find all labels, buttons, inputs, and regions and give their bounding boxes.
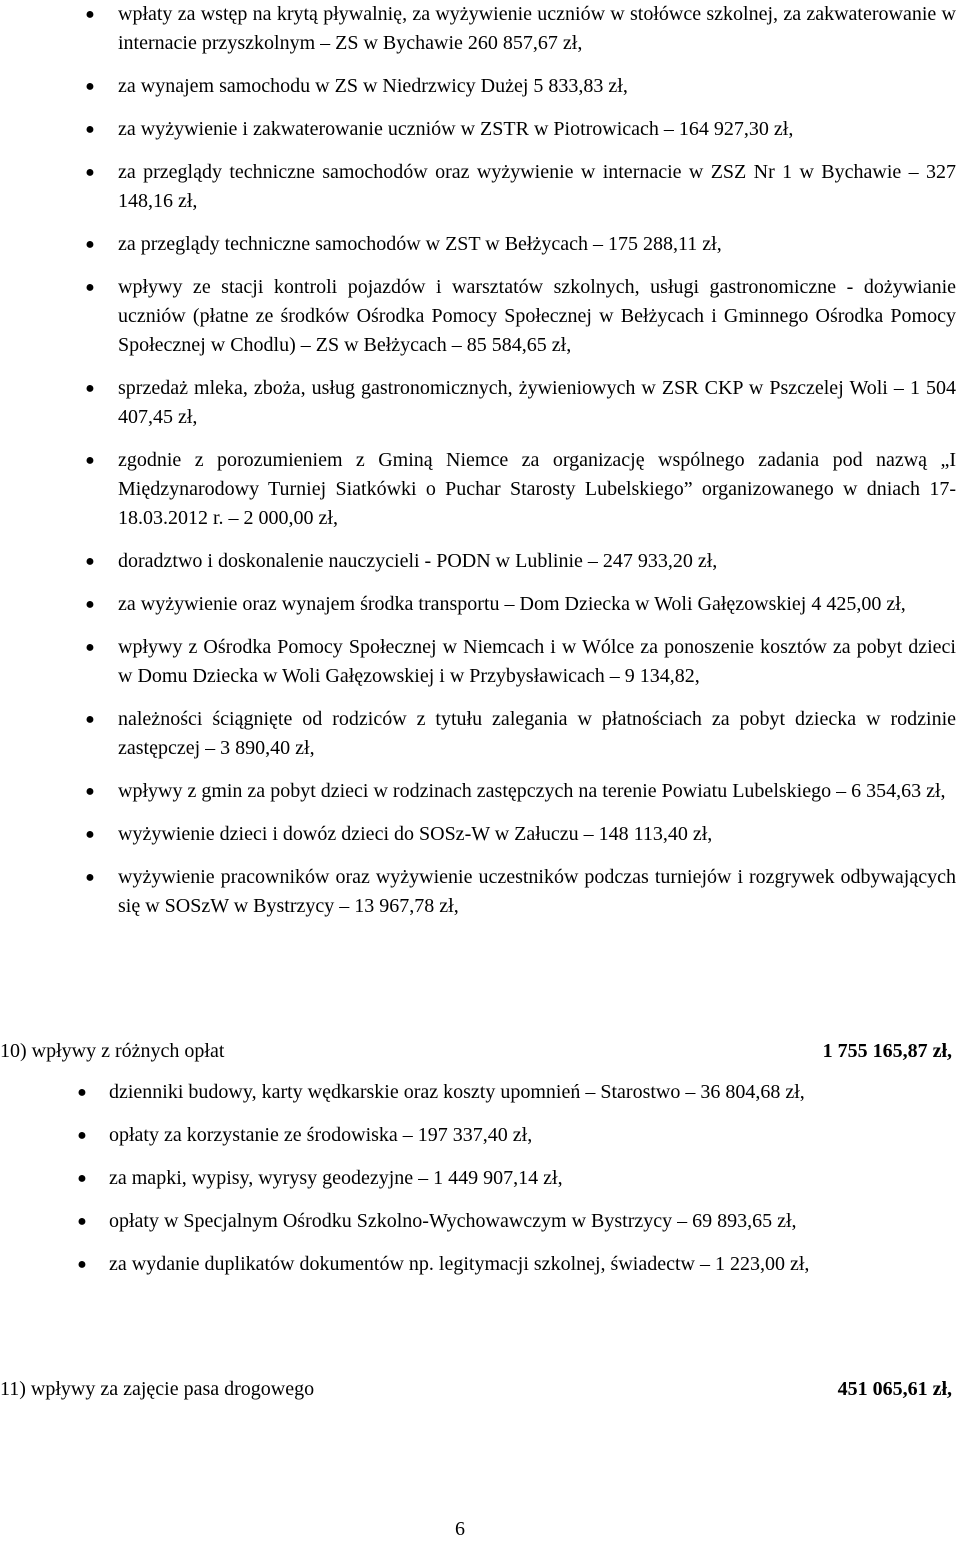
list-item-text: dzienniki budowy, karty wędkarskie oraz koszty upomnień – Starostwo – 36 804,68 zł, — [109, 1081, 805, 1103]
list-item-text: za wynajem samochodu w ZS w Niedrzwicy Dużej 5 833,83 zł, — [118, 75, 628, 97]
bullet-icon: ● — [85, 236, 95, 253]
list-item-text: należności ściągnięte od rodziców z tytułu zalegania w płatnościach za pobyt dziecka w rodzinie zastępczej – 3 890,40 zł, — [118, 708, 956, 759]
list-item-text: za wyżywienie oraz wynajem środka transportu – Dom Dziecka w Woli Gałęzowskiej 4 425,00 zł, — [118, 593, 906, 615]
bullet-icon: ● — [77, 1084, 87, 1101]
list-item — [0, 1078, 960, 1107]
list-item — [0, 446, 960, 533]
list-item-text: zgodnie z porozumieniem z Gminą Niemce za organizację wspólnego zadania pod nazwą „I Międzynarodowy Turniej Siatkówki o Puchar Starosty Lubelskiego” organizowanego w dniach 17-18.03.2012 r. – 2 000,00 zł, — [118, 449, 956, 529]
bullet-icon: ● — [85, 380, 95, 397]
list-item-text: wpływy ze stacji kontroli pojazdów i warsztatów szkolnych, usługi gastronomiczne - dożywianie uczniów (płatne ze środków Ośrodka Pomocy Społecznej w Bełżycach i Gminnego Ośrodka Pomocy Społecznej w Chodlu) – ZS w Bełżycach – 85 584,65 zł, — [118, 276, 956, 356]
bullet-icon: ● — [77, 1127, 87, 1144]
page-number: 6 — [455, 1518, 465, 1540]
list-item-text: opłaty w Specjalnym Ośrodku Szkolno-Wychowawczym w Bystrzycy – 69 893,65 zł, — [109, 1210, 797, 1232]
list-item-text: wpłaty za wstęp na krytą pływalnię, za wyżywienie uczniów w stołówce szkolnej, za zakwaterowanie w internacie przyszkolnym – ZS w Bychawie 260 857,67 zł, — [118, 3, 956, 54]
list-item-text: za wydanie duplikatów dokumentów np. legitymacji szkolnej, świadectw – 1 223,00 zł, — [109, 1253, 810, 1275]
list-item — [0, 273, 960, 360]
list-item-text: wpływy z gmin za pobyt dzieci w rodzinach zastępczych na terenie Powiatu Lubelskiego – 6 354,63 zł, — [118, 780, 946, 802]
section-10-label: 10) wpływy z różnych opłat — [0, 1040, 225, 1062]
bullet-icon: ● — [77, 1256, 87, 1273]
income-list-b — [0, 1078, 960, 1293]
section-11-heading — [0, 1375, 952, 1404]
list-item-text: wpływy z Ośrodka Pomocy Społecznej w Niemcach i w Wólce za ponoszenie kosztów za pobyt dzieci w Domu Dziecka w Woli Gałęzowskiej i w Przybysławicach – 9 134,82, — [118, 636, 956, 687]
bullet-icon: ● — [85, 452, 95, 469]
list-item — [0, 72, 960, 101]
bullet-icon: ● — [85, 6, 95, 23]
list-item-text: za mapki, wypisy, wyrysy geodezyjne – 1 449 907,14 zł, — [109, 1167, 563, 1189]
list-item — [0, 820, 960, 849]
bullet-icon: ● — [85, 783, 95, 800]
list-item — [0, 590, 960, 619]
list-item — [0, 633, 960, 691]
bullet-icon: ● — [77, 1170, 87, 1187]
list-item — [0, 1121, 960, 1150]
list-item-text: wyżywienie dzieci i dowóz dzieci do SOSz-W w Załuczu – 148 113,40 zł, — [118, 823, 713, 845]
list-item — [0, 158, 960, 216]
list-item-text: za wyżywienie i zakwaterowanie uczniów w ZSTR w Piotrowicach – 164 927,30 zł, — [118, 118, 794, 140]
list-item — [0, 777, 960, 806]
list-item — [0, 1164, 960, 1193]
list-item — [0, 230, 960, 259]
list-item — [0, 863, 960, 921]
bullet-icon: ● — [85, 869, 95, 886]
list-item — [0, 547, 960, 576]
list-item-text: wyżywienie pracowników oraz wyżywienie uczestników podczas turniejów i rozgrywek odbywających się w SOSzW w Bystrzycy – 13 967,78 zł, — [118, 866, 956, 917]
list-item-text: za przeglądy techniczne samochodów w ZST w Bełżycach – 175 288,11 zł, — [118, 233, 722, 255]
list-item — [0, 115, 960, 144]
section-10-heading — [0, 1037, 952, 1066]
list-item — [0, 705, 960, 763]
bullet-icon: ● — [85, 553, 95, 570]
list-item — [0, 0, 960, 58]
bullet-icon: ● — [85, 826, 95, 843]
list-item — [0, 1250, 960, 1279]
bullet-icon: ● — [85, 711, 95, 728]
list-item-text: za przeglądy techniczne samochodów oraz wyżywienie w internacie w ZSZ Nr 1 w Bychawie – 327 148,16 zł, — [118, 161, 956, 212]
list-item-text: sprzedaż mleka, zboża, usług gastronomicznych, żywieniowych w ZSR CKP w Pszczelej Woli – 1 504 407,45 zł, — [118, 377, 956, 428]
bullet-icon: ● — [85, 121, 95, 138]
bullet-icon: ● — [77, 1213, 87, 1230]
list-item-text: doradztwo i doskonalenie nauczycieli - PODN w Lublinie – 247 933,20 zł, — [118, 550, 718, 572]
section-11-label: 11) wpływy za zajęcie pasa drogowego — [0, 1378, 315, 1400]
section-11-amount: 451 065,61 zł, — [837, 1378, 952, 1400]
bullet-icon: ● — [85, 596, 95, 613]
bullet-icon: ● — [85, 78, 95, 95]
list-item — [0, 1207, 960, 1236]
section-10-amount: 1 755 165,87 zł, — [822, 1040, 952, 1062]
list-item-text: opłaty za korzystanie ze środowiska – 197 337,40 zł, — [109, 1124, 533, 1146]
bullet-icon: ● — [85, 279, 95, 296]
list-item — [0, 374, 960, 432]
bullet-icon: ● — [85, 639, 95, 656]
bullet-icon: ● — [85, 164, 95, 181]
